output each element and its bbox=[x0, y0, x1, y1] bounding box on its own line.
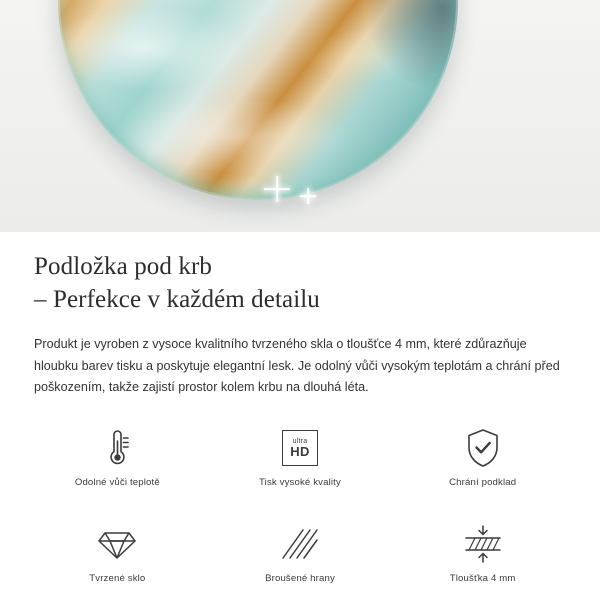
feature-label: Tvrzené sklo bbox=[89, 572, 146, 584]
headline-line-1: Podložka pod krb bbox=[34, 253, 212, 280]
feature-item-temperature bbox=[26, 425, 209, 511]
feature-item-print-quality bbox=[209, 425, 392, 511]
ultra-hd-bottom-text: HD bbox=[290, 443, 310, 459]
ultra-hd-icon bbox=[282, 425, 318, 471]
hero-image bbox=[0, 0, 600, 232]
feature-label: Broušené hrany bbox=[265, 572, 335, 584]
feature-label: Chrání podklad bbox=[449, 476, 517, 488]
feature-label: Tisk vysoké kvality bbox=[259, 476, 341, 488]
shield-check-icon bbox=[465, 425, 501, 471]
thickness-icon bbox=[462, 521, 504, 567]
feature-label: Odolné vůči teplotě bbox=[74, 476, 160, 488]
polished-edges-icon bbox=[280, 521, 320, 567]
feature-item-protection bbox=[391, 425, 574, 511]
glass-plate-image bbox=[58, 0, 458, 200]
feature-item-thickness bbox=[391, 521, 574, 600]
diamond-icon bbox=[96, 521, 138, 567]
headline-line-2: – Perfekce v každém detailu bbox=[34, 286, 320, 313]
product-description: Produkt je vyroben z vysoce kvalitního tvrzeného skla o tloušťce 4 mm, které zdůrazňuje hloubku barev tisku a poskytuje elegantní lesk. Je odolný vůči vysokým teplotám a chrání před poškozením, takže zajistí prostor kolem krbu na dlouhá léta. bbox=[34, 337, 560, 395]
feature-item-tempered-glass bbox=[26, 521, 209, 600]
feature-grid bbox=[0, 399, 600, 600]
feature-item-polished-edges bbox=[209, 521, 392, 600]
content-block bbox=[0, 232, 600, 399]
feature-label: Tloušťka 4 mm bbox=[449, 572, 516, 584]
thermometer-icon bbox=[102, 425, 132, 471]
page-title bbox=[34, 250, 566, 316]
ultra-hd-top-text: ultra bbox=[292, 437, 308, 445]
